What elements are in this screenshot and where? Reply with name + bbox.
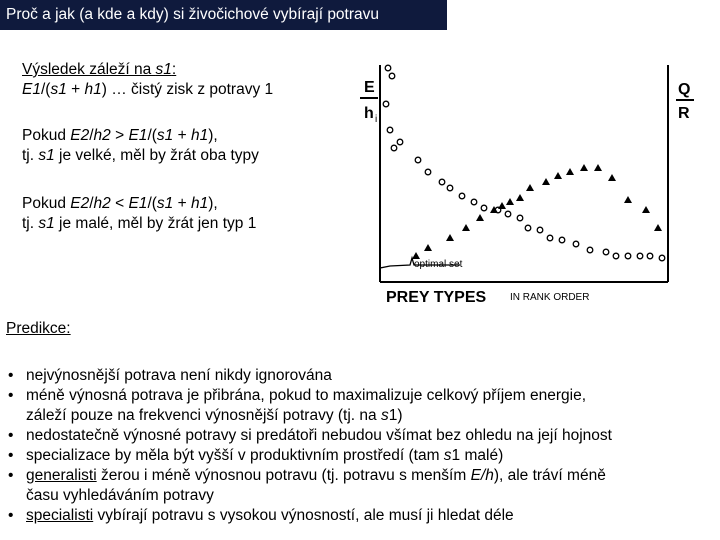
y-label-h: h xyxy=(364,105,374,122)
circle-point xyxy=(613,253,619,259)
triangle-point xyxy=(506,198,514,205)
circle-point xyxy=(647,253,653,259)
y-label-q: Q xyxy=(678,81,691,98)
circle-point xyxy=(439,179,445,185)
circle-point xyxy=(447,185,453,191)
bullet-text: méně výnosná potrava je přibrána, pokud to maximalizuje celkový příjem energie, xyxy=(26,387,587,404)
triangle-point xyxy=(424,244,432,251)
x-axis-label-suffix: IN RANK ORDER xyxy=(510,292,590,303)
optimal-set-label: optimal set xyxy=(414,259,463,270)
bullet-dot: • xyxy=(8,467,14,484)
condition-one-line2: tj. s1 je malé, měl by žrát jen typ 1 xyxy=(22,215,257,232)
circle-point xyxy=(383,101,389,107)
circle-point xyxy=(481,205,487,211)
triangle-point xyxy=(594,164,602,171)
triangle-point xyxy=(446,234,454,241)
triangle-point xyxy=(654,224,662,231)
triangle-point xyxy=(516,194,524,201)
circle-point xyxy=(587,247,593,253)
circle-point xyxy=(637,253,643,259)
y-label-sub: i xyxy=(375,114,378,125)
triangle-point xyxy=(642,206,650,213)
slide-title: Proč a jak (a kde a kdy) si živočichové vybírají potravu xyxy=(0,0,447,30)
circle-series xyxy=(383,65,665,261)
condition-both-block xyxy=(22,126,259,166)
list-item xyxy=(6,366,612,386)
bullet-dot: • xyxy=(8,387,14,404)
circle-point xyxy=(559,237,565,243)
bullet-text: nejvýnosnější potrava není nikdy ignorována xyxy=(26,367,332,384)
bullet-text: generalisti žerou i méně výnosnou potravu (tj. potravu s menším E/h), ale tráví méně xyxy=(26,467,606,484)
list-item xyxy=(6,426,612,446)
triangle-series xyxy=(412,164,662,259)
bullet-text: specialisti vybírají potravu s vysokou výnosností, ale musí ji hledat déle xyxy=(26,507,514,524)
triangle-point xyxy=(476,214,484,221)
circle-point xyxy=(471,199,477,205)
predictions-list xyxy=(6,366,612,526)
circle-point xyxy=(425,169,431,175)
bullet-dot: • xyxy=(8,507,14,524)
triangle-point xyxy=(554,172,562,179)
x-axis-label: PREY TYPES xyxy=(386,289,487,306)
triangle-point xyxy=(462,224,470,231)
circle-point xyxy=(505,211,511,217)
predictions-heading: Predikce: xyxy=(6,320,71,337)
list-item xyxy=(6,446,612,466)
circle-point xyxy=(625,253,631,259)
bullet-text-cont: záleží pouze na frekvenci výnosnější potravy (tj. na s1) xyxy=(26,407,403,424)
circle-point xyxy=(387,127,393,133)
circle-point xyxy=(659,255,665,261)
y-label-r: R xyxy=(678,105,690,122)
list-item xyxy=(6,506,612,526)
bullet-dot: • xyxy=(8,427,14,444)
circle-point xyxy=(537,227,543,233)
list-item xyxy=(6,386,612,426)
triangle-point xyxy=(412,252,420,259)
bullet-dot: • xyxy=(8,367,14,384)
circle-point xyxy=(603,249,609,255)
condition-both-line2: tj. s1 je velké, měl by žrát oba typy xyxy=(22,147,259,164)
y-label-left xyxy=(360,79,378,125)
circle-point xyxy=(573,241,579,247)
circle-point xyxy=(397,139,403,145)
circle-point xyxy=(525,225,531,231)
bullet-text: nedostatečně výnosné potravy si predátoři nebudou všímat bez ohledu na její hojnost xyxy=(26,427,612,444)
circle-point xyxy=(547,235,553,241)
circle-point xyxy=(517,215,523,221)
condition-one-line1: Pokud E2/h2 < E1/(s1 + h1), xyxy=(22,195,218,212)
triangle-point xyxy=(542,178,550,185)
triangle-point xyxy=(566,168,574,175)
circle-point xyxy=(385,65,391,71)
circle-point xyxy=(391,145,397,151)
y-label-right xyxy=(676,81,694,122)
triangle-point xyxy=(580,164,588,171)
prey-types-plot xyxy=(350,60,710,310)
y-label-e: E xyxy=(364,79,375,96)
circle-point xyxy=(389,73,395,79)
triangle-point xyxy=(498,202,506,209)
result-block xyxy=(22,60,273,100)
list-item xyxy=(6,466,612,506)
circle-point xyxy=(459,193,465,199)
triangle-point xyxy=(624,196,632,203)
bullet-text-cont: času vyhledáváním potravy xyxy=(26,487,214,504)
net-gain-line: E1/(s1 + h1) … čistý zisk z potravy 1 xyxy=(22,81,274,98)
triangle-point xyxy=(608,174,616,181)
triangle-point xyxy=(526,184,534,191)
condition-both-line1: Pokud E2/h2 > E1/(s1 + h1), xyxy=(22,127,218,144)
result-heading: Výsledek záleží na s1: xyxy=(22,61,177,78)
prey-types-figure xyxy=(350,60,710,310)
circle-point xyxy=(415,157,421,163)
bullet-dot: • xyxy=(8,447,14,464)
bullet-text: specializace by měla být vyšší v produktivním prostředí (tam s1 malé) xyxy=(26,447,504,464)
condition-one-block xyxy=(22,194,256,234)
